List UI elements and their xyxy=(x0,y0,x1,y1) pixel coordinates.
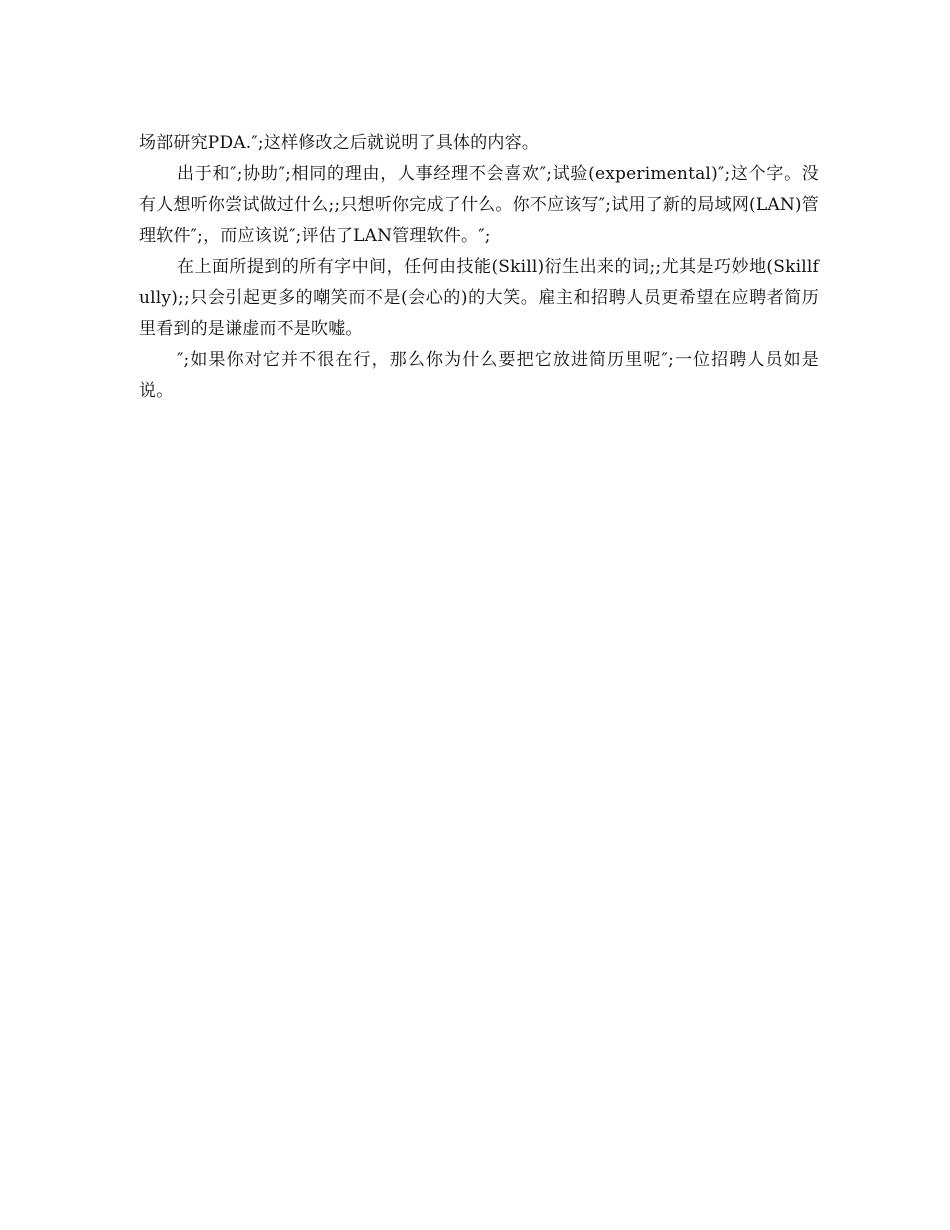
paragraph-2: 出于和″;协助″;相同的理由，人事经理不会喜欢″;试验(experimental)″;这个字。没有人想听你尝试做过什么;;只想听你完成了什么。你不应该写″;试用了新的局域网(LAN)管理软件″;，而应该说″;评估了LAN管理软件。″; xyxy=(139,164,819,246)
document-body xyxy=(139,128,819,407)
paragraph-1: 场部研究PDA.″;这样修改之后就说明了具体的内容。 xyxy=(139,133,540,153)
paragraph-4: ″;如果你对它并不很在行，那么你为什么要把它放进简历里呢″;一位招聘人员如是说。 xyxy=(139,350,819,401)
paragraph-3: 在上面所提到的所有字中间，任何由技能(Skill)衍生出来的词;;尤其是巧妙地(Skillfully);;只会引起更多的嘲笑而不是(会心的)的大笑。雇主和招聘人员更希望在应聘者简历里看到的是谦虚而不是吹嘘。 xyxy=(139,257,819,339)
